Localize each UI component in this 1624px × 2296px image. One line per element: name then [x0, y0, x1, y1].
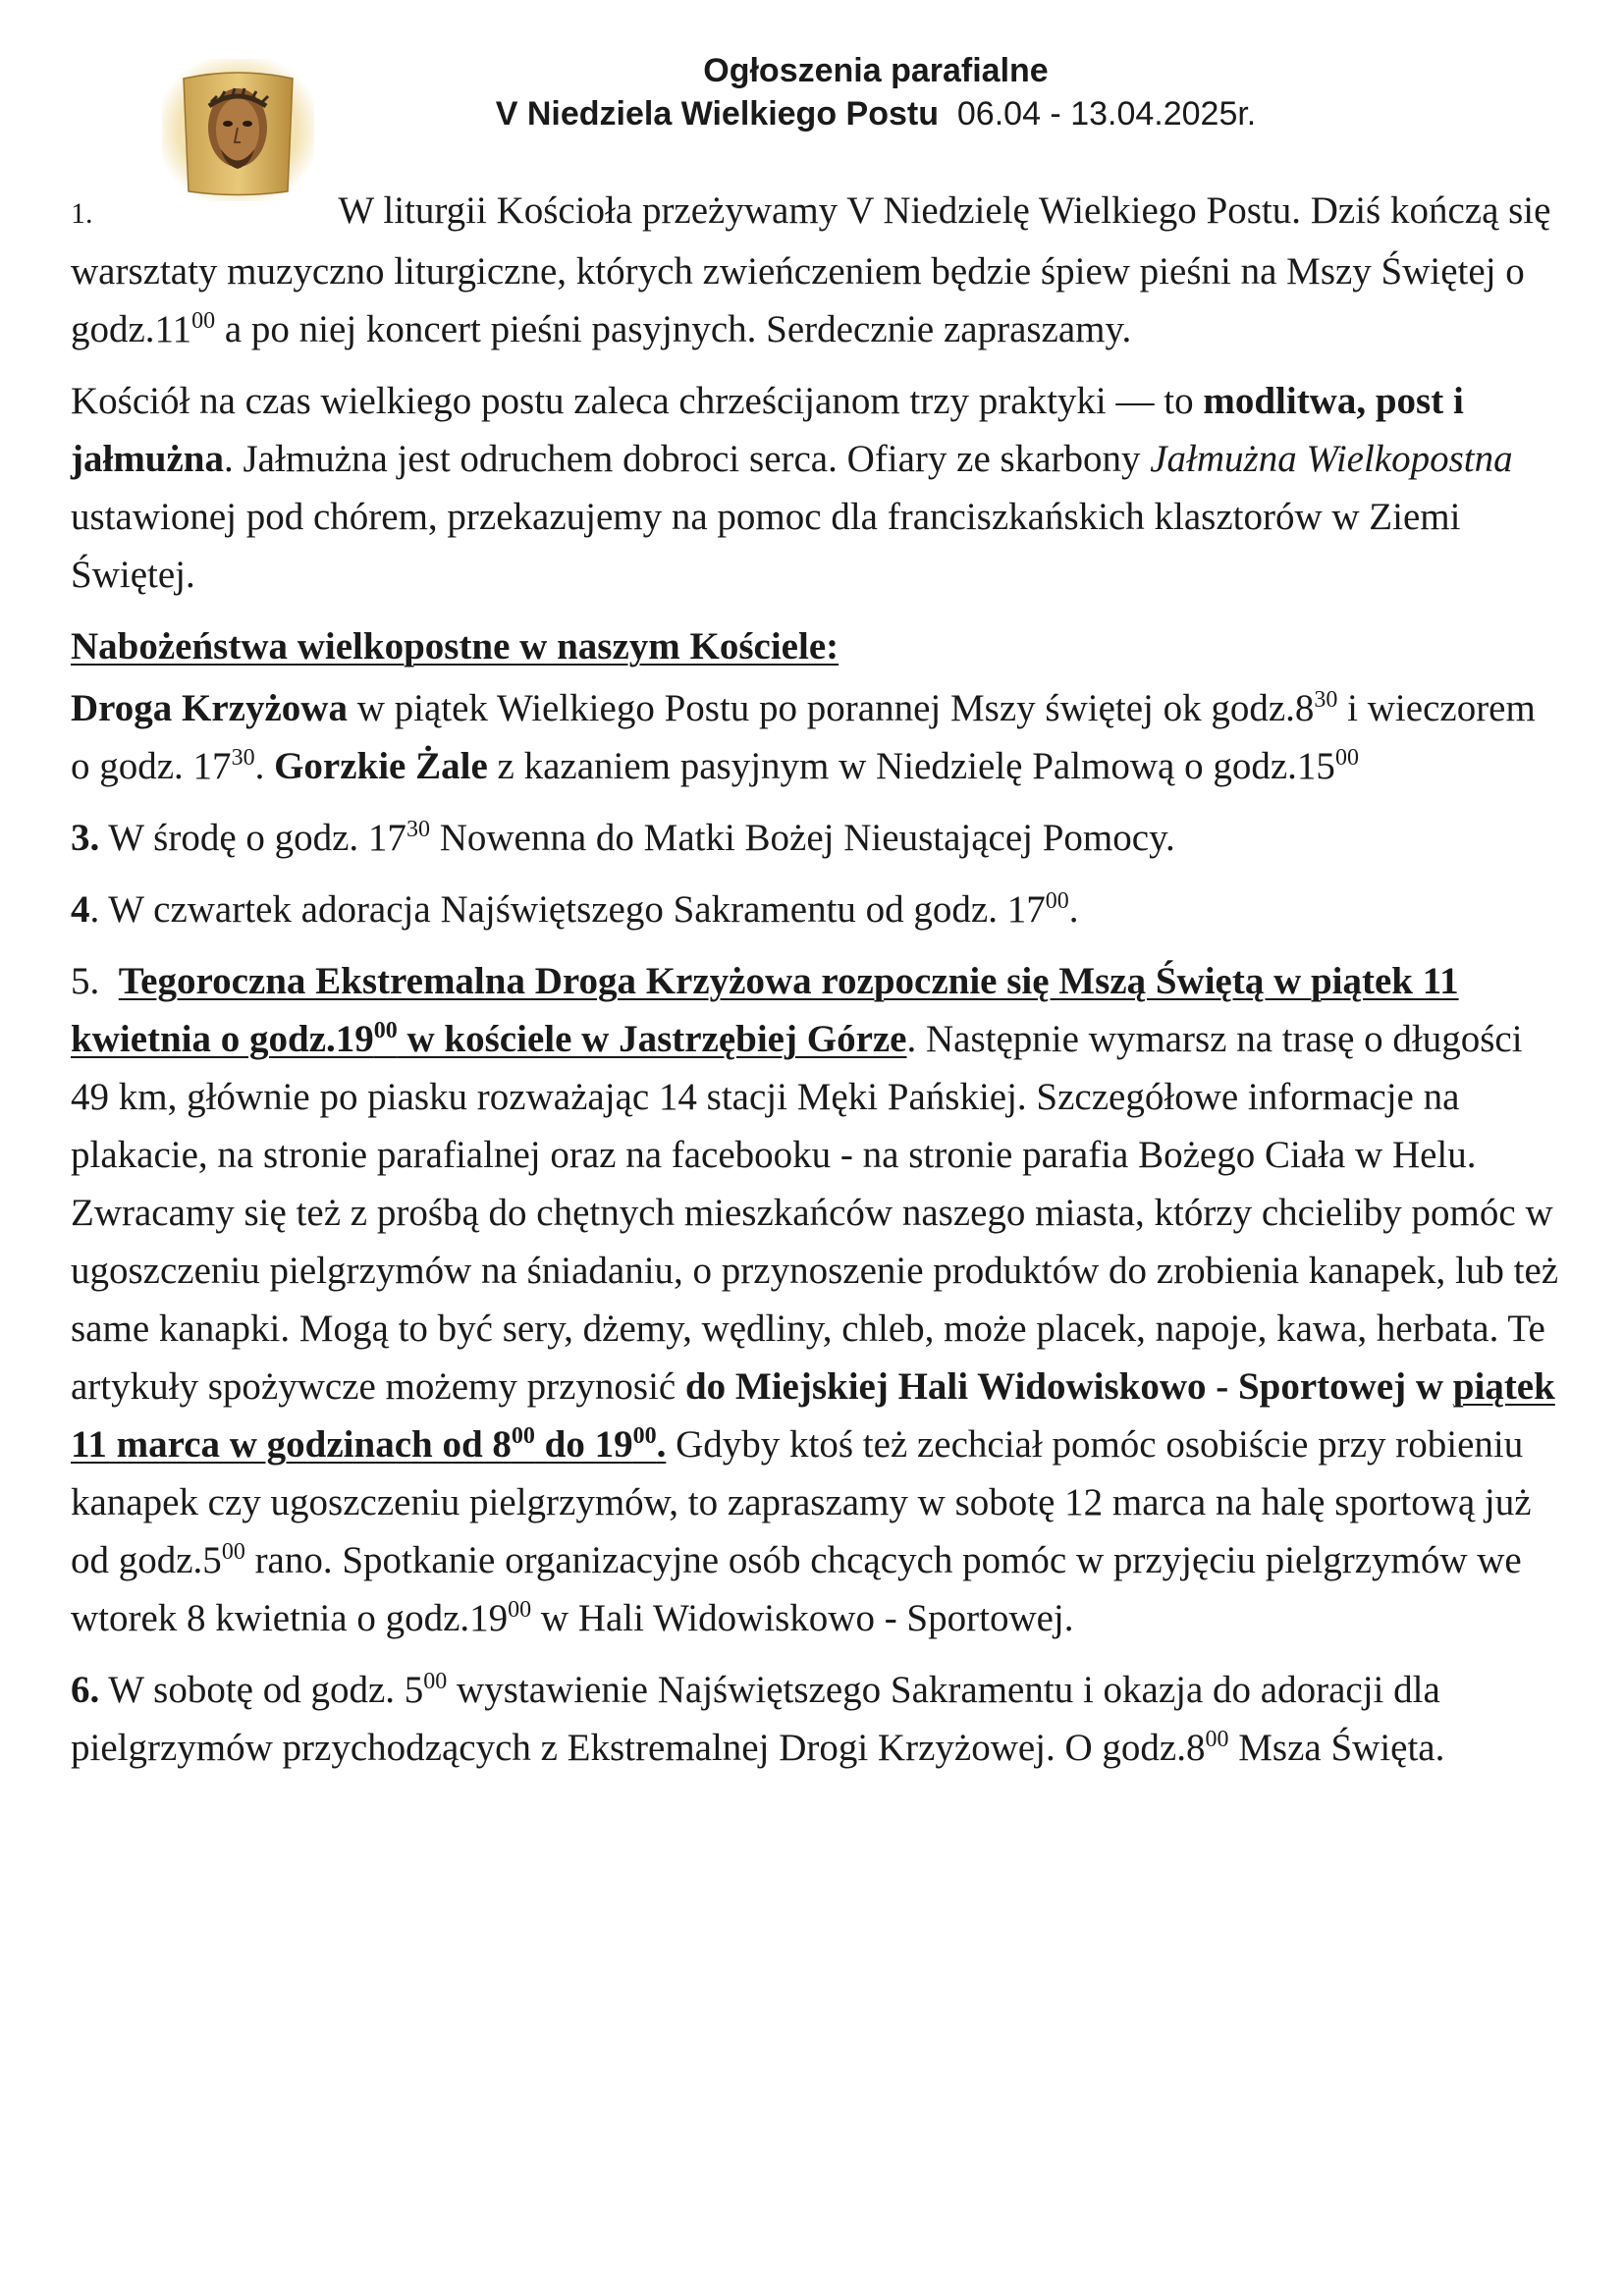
- announcement-1: 1. W liturgii Kościoła przeżywamy V Niedzielę Wielkiego Postu. Dziś kończą się warsztaty muzyczno liturgiczne, których zwieńczeniem będzie śpiew pieśni na Mszy Świętej o $godz.11^{00}$ a po niej koncert pieśni pasyjnych. Serdecznie zapraszamy.: [71, 189, 1551, 350]
- announcement-5: 5. Tegoroczna Ekstremalna Droga Krzyżowa rozpocznie się Mszą Świętą w piątek 11 kwietnia o $godz.19^{00}$ w kościele w Jastrzębiej Górze. Następnie wymarsz na trasę o długości 49 km, głównie po piasku rozważając 14 stacji Męki Pańskiej. Szczegółowe informacje na plakacie, na stronie parafialnej oraz na facebooku - na stronie parafia Bożego Ciała w Helu. Zwracamy się też z prośbą do chętnych mieszkańców naszego miasta, którzy chcieliby pomóc w ugoszczeniu pielgrzymów na śniadaniu, o przynoszenie produktów do zrobienia kanapek, lub też same kanapki. Mogą to być sery, dżemy, wędliny, chleb, może placek, napoje, kawa, herbata. Te artykuły spożywcze możemy przynosić do Miejskiej Hali Widowiskowo - Sportowej w piątek 11 marca w godzinach od $8^{00}$ do $19^{00}$. Gdyby ktoś też zechciał pomóc osobiście przy robieniu kanapek czy ugoszczeniu pielgrzymów, to zapraszamy w sobotę 12 marca na halę sportową już od $godz.5^{00}$ rano. Spotkanie organizacyjne osób chcących pomóc w przyjęciu pielgrzymów we wtorek 8 kwietnia o $godz.19^{00}$ w Hali Widowiskowo - Sportowej.: [71, 960, 1559, 1639]
- announcement-6: 6. W sobotę od godz. $5^{00}$ wystawienie Najświętszego Sakramentu i okazja do adoracji dla pielgrzymów przychodzących z Ekstremalnej Drogi Krzyżowej. O $godz.8^{00}$ Msza Święta.: [71, 1669, 1445, 1769]
- announcement-4: 4. W czwartek adoracja Najświętszego Sakramentu od godz. $17^{00}$.: [71, 888, 1079, 931]
- date-range: 06.04 - 13.04.2025r.: [956, 95, 1257, 133]
- announcement-lent-practices: Kościół na czas wielkiego postu zaleca chrześcijanom trzy praktyki — to modlitwa, post i jałmużna. Jałmużna jest odruchem dobroci serca. Ofiary ze skarbony Jałmużna Wielkopostna ustawionej pod chórem, przekazujemy na pomoc dla franciszkańskich klasztorów w Ziemi Świętej.: [71, 380, 1513, 596]
- announcement-services: Droga Krzyżowa w piątek Wielkiego Postu po porannej Mszy świętej ok $godz.8^{30}$ i wieczorem o godz. $17^{30}$. Gorzkie Żale z kazaniem pasyjnym w Niedzielę Palmową o $godz.15^{00}$: [71, 687, 1536, 787]
- sunday-name: V Niedziela Wielkiego Postu: [495, 95, 939, 133]
- announcements-body: [71, 182, 1563, 1790]
- veil-of-veronica-icon: [162, 59, 314, 201]
- item-number: 1.: [71, 197, 93, 230]
- section-heading: Nabożeństwa wielkopostne w naszym Kościele:: [71, 625, 839, 667]
- page-title: Ogłoszenia parafialne: [703, 52, 1049, 89]
- announcement-3: 3. W środę o godz. $17^{30}$ Nowenna do Matki Bożej Nieustającej Pomocy.: [71, 817, 1175, 859]
